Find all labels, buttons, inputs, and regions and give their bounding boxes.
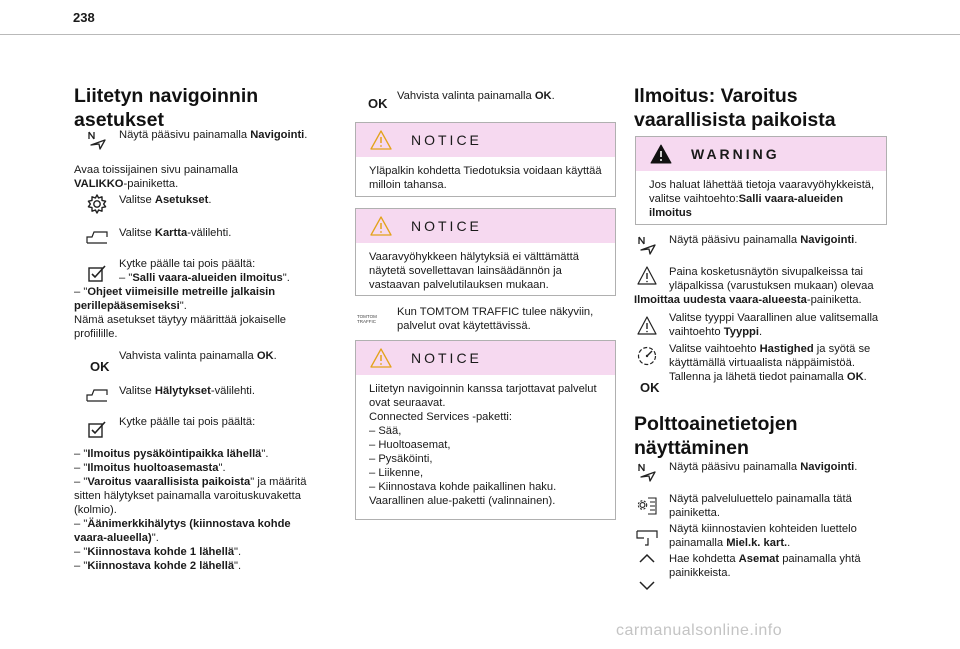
warning-triangle-icon <box>370 348 392 368</box>
speedometer-icon <box>636 345 658 367</box>
notice-body: Liitetyn navigoinnin kanssa tarjottavat palvelut ovat seuraavat. Connected Services -paketti: – Sää, – Huoltoasemat, – Pysäköinti, – Liikenne, – Kiinnostava kohde paikallinen haku. Vaarallinen alue-paketti (valinnainen). <box>369 383 597 507</box>
danger-zone-icon <box>636 265 658 287</box>
para-open-menu: Avaa toissijainen sivu painamalla VALIKKO-painiketta. <box>74 164 238 190</box>
warning-title: WARNING <box>691 146 780 162</box>
list-item: – "Ilmoitus pysäköintipaikka lähellä". <box>74 448 269 460</box>
warning-header <box>636 137 886 171</box>
section-title-danger-zone-alert: Ilmoitus: Varoitus vaarallisista paikoista <box>634 85 836 131</box>
warning-box <box>635 136 887 225</box>
poi-list-icon <box>636 527 658 549</box>
checkbox-icon <box>86 419 108 441</box>
watermark: carmanualsonline.info <box>616 622 783 639</box>
list-item: – "Kiinnostava kohde 2 lähellä". <box>74 560 242 572</box>
notice-title: NOTICE <box>411 218 482 234</box>
para-walking-directions: – "Ohjeet viimeisille metreille jalkaisin perillepääsemiseksi". Nämä asetukset täytyy määrittää jokaiselle profiilille. <box>74 286 287 340</box>
list-item: – "Kiinnostava kohde 1 lähellä". <box>74 546 242 558</box>
ok-icon: OK <box>368 96 388 111</box>
notice-body: Vaaravyöhykkeen hälytyksiä ei välttämättä näytetä sovellettavan lainsäädännön ja vastaavan palvelutilauksen mukaan. <box>369 251 579 291</box>
ok-icon: OK <box>90 359 110 374</box>
notice-box-3 <box>355 340 616 520</box>
up-down-arrows-icon <box>636 552 658 592</box>
list-item: – "Ilmoitus huoltoasemasta". <box>74 462 226 474</box>
page-number: 238 <box>73 10 95 25</box>
danger-zone-icon <box>636 315 658 337</box>
notice-title: NOTICE <box>411 350 482 366</box>
warning-triangle-icon <box>370 130 392 150</box>
checkbox-icon <box>86 263 108 285</box>
notice-box-2 <box>355 208 616 296</box>
notice-title: NOTICE <box>411 132 482 148</box>
tab-icon <box>86 384 108 406</box>
para-report-button: Ilmoittaa uudesta vaara-alueesta-painiketta. <box>634 294 862 306</box>
warning-triangle-icon <box>370 216 392 236</box>
notice-body: Yläpalkin kohdetta Tiedotuksia voidaan käyttää milloin tahansa. <box>369 165 602 191</box>
notice-header <box>356 123 615 157</box>
header-divider <box>0 34 960 35</box>
navigation-icon <box>636 233 658 255</box>
tomtom-traffic-logo: TOMTOM TRAFFIC <box>357 314 377 324</box>
ok-icon: OK <box>640 380 660 395</box>
notice-box-1 <box>355 122 616 197</box>
settings-gear-icon <box>86 193 108 215</box>
list-item: – "Varoitus vaarallisista paikoista" ja määritä sitten hälytykset painamalla varoituskuvaketta (kolmio). <box>74 476 307 516</box>
navigation-icon <box>86 128 108 150</box>
warning-triangle-icon <box>650 144 672 164</box>
navigation-icon <box>636 460 658 482</box>
notice-header <box>356 341 615 375</box>
service-list-icon <box>636 495 658 517</box>
section-title-fuel-info: Polttoainetietojen näyttäminen <box>634 413 798 459</box>
alert-options-list <box>74 447 319 573</box>
list-item: – "Äänimerkkihälytys (kiinnostava kohde vaara-alueella)". <box>74 518 291 544</box>
notice-header <box>356 209 615 243</box>
warning-body: Jos haluat lähettää tietoja vaaravyöhykkeistä, valitse vaihtoehto:Salli vaara-alueiden ilmoitus <box>649 179 875 219</box>
section-title-connected-navigation-settings: Liitetyn navigoinnin asetukset <box>74 85 259 131</box>
tab-icon <box>86 226 108 248</box>
